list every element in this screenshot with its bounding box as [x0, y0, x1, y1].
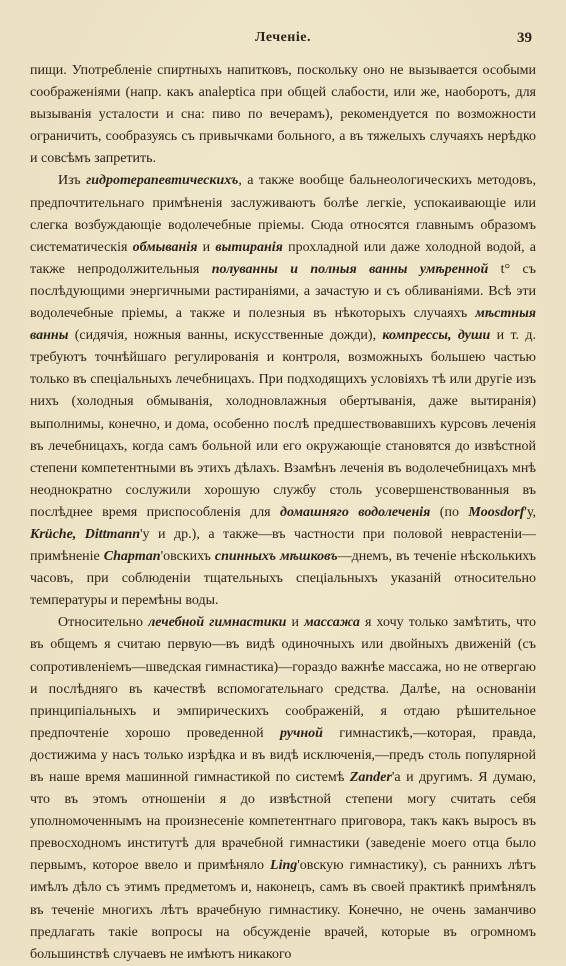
text-run: пищи. Употребленіе спиртныхъ напитковъ, поскольку оно не вызывается особыми соображеніями (напр. какъ analeptica при общей слабости, или же, наоборотъ, для вызыванія усталости и сна: пиво по вечерамъ), рекомендуется по возможности ограничить, сообразуясь съ привычками больного, а въ тяжелыхъ случаяхъ нерѣдко и совсѣмъ запретить. — [30, 63, 536, 167]
text-run: гимнастикѣ,—которая, правда, достижима у насъ только изрѣдка и въ видѣ исключенія,—предъ столь популярной въ наше время машинной гимнастикой по системѣ — [30, 725, 536, 785]
text-run: —днемъ, въ теченіе нѣсколькихъ часовъ, при соблюденіи тщательныхъ спеціальныхъ указаній относительно температуры и перемѣны воды. — [30, 549, 537, 609]
emphasized-term: Chapman — [103, 549, 161, 565]
text-run: 'у, — [524, 504, 536, 520]
emphasized-term: обмыванія — [132, 239, 198, 255]
paragraph — [30, 612, 536, 966]
page-number: 39 — [517, 30, 532, 46]
text-run: Относительно — [58, 615, 149, 631]
emphasized-term: Moosdorf — [468, 504, 525, 520]
emphasized-term: массажа — [304, 615, 360, 631]
text-run: прохладной или даже холодной водой, а также непродолжительныя — [30, 239, 536, 277]
text-run: (сидячія, ножныя ванны, искусственные дожди), — [68, 328, 383, 344]
emphasized-term: ручной — [279, 725, 323, 741]
running-title: Леченіе. — [255, 30, 311, 45]
text-run: t° съ послѣдующими энергичными растираніями, а зачастую и съ обливаніями. Всѣ эти водолечебные пріемы, а также и полезныя въ нѣкоторыхъ случаяхъ — [30, 261, 536, 322]
text-run: 'овскую гимнастику), съ раннихъ лѣтъ имѣлъ дѣло съ этимъ предметомъ и, наконецъ, самъ въ своей практикѣ примѣнялъ въ теченіе многихъ лѣтъ врачебную гимнастику. Конечно, не очень заманчиво предлагать такіе вопросы на обсужденіе врачей, которые въ огромномъ большинствѣ случаевъ не имѣютъ никакого — [30, 858, 536, 962]
text-run: , а также вообще бальнеологическихъ методовъ, предпочтительнаго примѣненія заслуживаютъ болѣе легкіе, успокаивающіе или слегка возбуждающіе водолечебные пріемы. Сюда относятся главнымъ образомъ систематическія — [30, 173, 536, 255]
emphasized-term: Zander — [349, 770, 392, 785]
text-run: и — [197, 239, 216, 255]
emphasized-term: спинныхъ мѣшковъ — [214, 549, 338, 565]
emphasized-term: полуванны и полныя ванны умѣренной — [211, 261, 489, 277]
emphasized-term: Krüche, Dittmann — [30, 526, 141, 542]
text-run: 'овскихъ — [160, 549, 215, 565]
emphasized-term: лечебной гимнастики — [148, 615, 287, 631]
emphasized-term: компрессы, души — [382, 328, 491, 344]
paragraph — [30, 170, 536, 612]
paragraph — [30, 60, 536, 170]
text-run: я хочу только замѣтить, что въ общемъ я считаю первую—въ видѣ одиночныхъ или двойныхъ движеній (съ сопротивленіемъ—шведская гимнастика)—гораздо важнѣе массажа, но не отвергаю и послѣдняго въ качествѣ вспомогательнаго средства. Далѣе, на основаніи принципіальныхъ и эмпирическихъ соображеній, я отдаю рѣшительное предпочтеніе хорошо проведенной — [30, 615, 536, 741]
text-run: 'а и другимъ. Я думаю, что въ этомъ отношеніи я до извѣстной степени могу считать себя уполномоченнымъ на произнесеніе компетентнаго приговора, такъ какъ выросъ въ превосходномъ институтѣ для врачебной гимнастики (заведеніе моего отца было первымъ, которое ввело и примѣняло — [30, 770, 536, 874]
text-run: и т. д. требуютъ точнѣйшаго регулированія и контроля, возможныхъ большею частью только въ спеціальныхъ лечебницахъ. При подходящихъ условіяхъ тѣ или другіе изъ нихъ (холодныя обмыванія, холодновлажныя обертыванія, даже вытиранія) выполнимы, конечно, и дома, особенно послѣ предшествовавшихъ курсовъ леченія въ лечебницахъ, когда самъ больной или его окружающіе становятся до извѣстной степени компетентными въ этихъ дѣлахъ. Взамѣнъ леченія въ водолечебницахъ мнѣ неоднократно сослужили хорошую службу столь усовершенствованныя въ послѣднее время приспособленія для — [30, 328, 537, 520]
text-run: 'у и др.), а также—въ частности при половой неврастеніи—примѣненіе — [30, 526, 536, 565]
emphasized-term: домашняго водолеченія — [280, 504, 431, 520]
text-run: Изъ — [58, 173, 87, 189]
body-text — [30, 60, 536, 966]
emphasized-term: вытиранія — [215, 239, 283, 255]
page-header — [30, 30, 536, 60]
emphasized-term: гидротерапевтическихъ — [86, 173, 239, 189]
emphasized-term: Ling — [270, 858, 298, 874]
text-run: и — [286, 615, 305, 631]
text-run: (по — [430, 504, 469, 520]
emphasized-term: мѣстныя ванны — [30, 306, 536, 344]
